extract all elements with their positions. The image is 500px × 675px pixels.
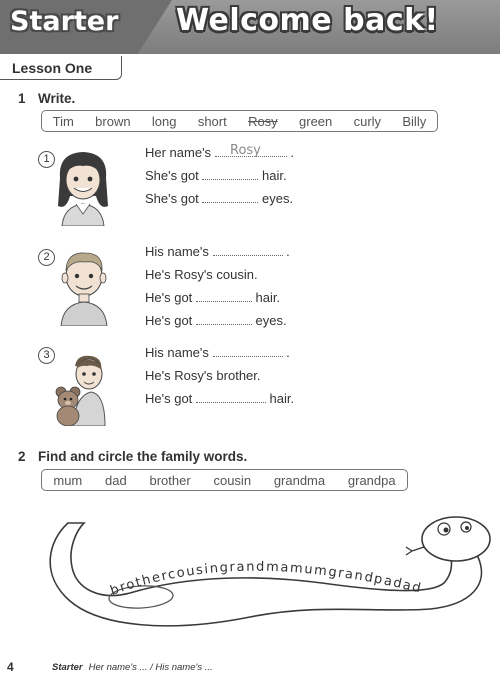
item-1-line-2: She's got hair. [145,168,287,183]
page-number: 4 [7,660,14,674]
word-box-item: long [151,113,177,129]
word-box-2 [41,469,408,491]
item-3-line-2: He's Rosy's brother. [145,368,261,383]
item-number: 2 [38,249,55,266]
item-2-line-1: His name's . [145,244,290,259]
word-box-item: dad [105,472,127,488]
item-2-line-3: He's got hair. [145,290,281,305]
item-number: 1 [38,151,55,168]
footer-topic: Her name's ... / His name's ... [88,662,213,673]
answer-blank[interactable] [202,191,258,203]
answer-blank[interactable] [196,391,266,403]
snake-tongue [406,547,424,555]
word-box-item: grandpa [347,472,396,488]
answer-blank[interactable] [202,168,258,180]
snake-pupil [465,526,469,530]
exercise-2-heading [18,449,247,464]
exercise-instruction: Write. [38,91,76,106]
answer-blank[interactable] [213,244,283,256]
cousin-face-illustration [55,246,113,326]
exercise-number: 2 [18,449,26,464]
word-box-item: green [299,113,333,129]
word-box-item: Tim [52,113,74,129]
word-box-item: grandma [273,472,326,488]
word-box-item: curly [353,113,382,129]
page-title: Welcome back! [176,3,439,38]
word-box-item: brother [149,472,191,488]
answer-blank[interactable] [196,290,252,302]
word-box-item: short [197,113,227,129]
item-1-line-3: She's got eyes. [145,191,294,206]
word-box-item: Billy [402,113,427,129]
exercise-number: 1 [18,91,26,106]
girl-face-illustration [52,148,114,226]
item-3-line-1: His name's . [145,345,290,360]
footer-caption [52,662,213,673]
brother-with-teddy-illustration [47,352,107,426]
word-box-item: cousin [213,472,252,488]
item-3-line-3: He's got hair. [145,391,295,406]
starter-label: Starter [10,6,119,37]
snake-pupil [444,528,449,533]
item-2-line-2: He's Rosy's cousin. [145,267,258,282]
lesson-label: Lesson One [12,60,93,76]
item-2-line-4: He's got eyes. [145,313,287,328]
item-1-line-1: Her name's . [145,145,294,160]
snake-letters: brothercousingrandmamumgrandpadad [108,559,424,599]
exercise-1-heading [18,91,75,106]
word-box-item-used: Rosy [248,113,278,129]
word-box-1 [41,110,438,132]
page-header [0,0,500,56]
word-box-item: brown [95,113,131,129]
item-number: 3 [38,347,55,364]
snake-head [422,517,490,561]
answer-blank[interactable] [196,313,252,325]
word-box-item: mum [53,472,83,488]
word-snake [0,505,500,655]
exercise-instruction: Find and circle the family words. [38,449,248,464]
answer-blank[interactable] [213,345,283,357]
footer-unit: Starter [52,662,83,673]
example-answer: Rosy [230,143,261,158]
